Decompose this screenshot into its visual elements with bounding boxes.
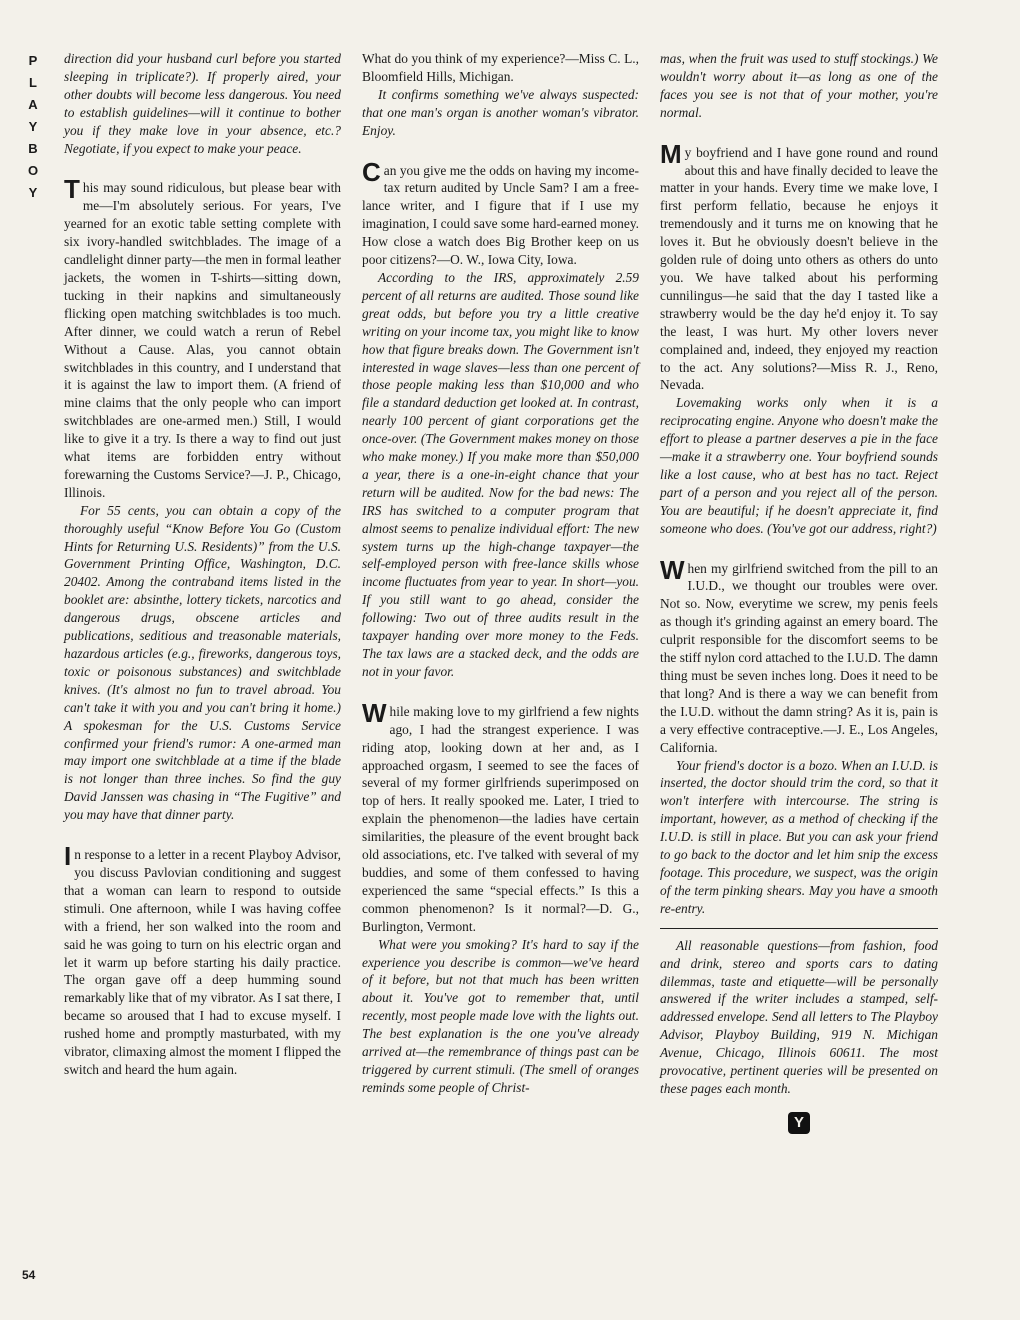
masthead-letter: A (28, 97, 38, 112)
question-paragraph: What do you think of my experience?—Miss C. L., Bloomfield Hills, Michigan. (362, 51, 639, 84)
answer-paragraph: direction did your husband curl before you started sleeping in triplicate?). If properly aired, your other doubts will become less dangerous. You need to establish guidelines—will it continue to bother you if they make love in your absence, etc.? Negotiate, if you expect to make your peace. (64, 51, 341, 156)
answer-paragraph: Your friend's doctor is a bozo. When an I.U.D. is inserted, the doctor should trim the cord, so that it won't interfere with intercourse. The string is important, however, as a method of checking if the I.U.D. is still in place. But you can ask your friend to go back to the doctor and let him snip the excess footage. This procedure, we suspect, was the origin of the term pinking shears. May you have a smooth re-entry. (660, 757, 938, 916)
page-number: 54 (22, 1268, 36, 1282)
end-mark-icon: Y (788, 1112, 810, 1134)
question-text: y boyfriend and I have gone round and round about this and have finally decided to leave the matter in your hands. Every time we make love, I first perform fellatio, because he enjoys it tremendously and it turns me on knowing that he loves it. But he obviously doesn't believe in the golden rule of doing unto others as others do unto you. We have talked about his performing cunnilingus—he said that the day I tasted like a strawberry would be the day he'd enjoy it. To say the least, I was hurt. My other lovers never complained and, indeed, they enjoyed my reaction to the act. Any solutions?—Miss R. J., Reno, Nevada. (660, 144, 938, 393)
masthead-letter: Y (28, 119, 38, 134)
drop-cap: C (362, 156, 381, 187)
divider (660, 928, 938, 929)
column-3 (660, 50, 938, 1134)
question-paragraph (64, 174, 341, 501)
drop-cap: W (362, 697, 387, 728)
playboy-masthead (22, 50, 44, 204)
column-2 (362, 50, 639, 1097)
answer-paragraph: What were you smoking? It's hard to say if the experience you describe is common—we've heard of it before, but not that much has been written about it. You've got to remember that, until recently, most people made love with the lights out. The best explanation is the one you've already arrived at—the remembrance of things past can be triggered by current stimuli. (The smell of oranges reminds some people of Christ- (362, 936, 639, 1095)
question-text: hen my girlfriend switched from the pill to an I.U.D., we thought our troubles were over. Not so. Now, everytime we screw, my penis feels as though it's grinding against an emery board. The culprit responsible for the discomfort seems to be the stiff nylon cord attached to the I.U.D. The damn thing must be seven inches long. Does it need to be that long? And is there a way we can benefit from the I.U.D. without the damn string? As it is, pain is a very effective contraceptive.—J. E., Los Angeles, California. (660, 560, 938, 755)
question-paragraph (362, 156, 639, 269)
question-text: n response to a letter in a recent Playboy Advisor, you discuss Pavlovian conditioning and suggest that a woman can learn to respond to outside stimuli. One afternoon, while I was having coffee with a friend, her son walked into the room and said he was going to turn on his electric organ and let it warm up before starting his daily practice. The organ gave off a deep humming sound remarkably like that of my vibrator. As I sat there, I became so aroused that I had to excuse myself. I rushed home and promptly masturbated, with my vibrator, climaxing almost the moment I flipped the switch and heard the hum again. (64, 847, 341, 1077)
footer-note: All reasonable questions—from fashion, food and drink, stereo and sports cars to dating dilemmas, taste and etiquette—will be personally answered if the writer includes a stamped, self-addressed envelope. Send all letters to The Playboy Advisor, Playboy Building, 919 N. Michigan Avenue, Chicago, Illinois 60611. The most provocative, pertinent queries will be presented on these pages each month. (660, 937, 938, 1096)
masthead-letter: L (29, 75, 37, 90)
question-paragraph (660, 138, 938, 395)
question-paragraph (660, 554, 938, 757)
question-text: his may sound ridiculous, but please bear with me—I'm absolutely serious. For years, I've yearned for an exotic table setting complete with six ivory-handled switchblades. The image of a candlelight dinner party—the men in formal leather jackets, the women in T-shirts—sitting down, tucking in their napkins and simultaneously flicking open matching switchblades is too much. After dinner, we could watch a rerun of Rebel Without a Cause. Alas, you cannot obtain switchblades in this country, and I understand that it is against the law to import them. (A friend of mine claims that the only people who can import switchblades are one-armed men.) Still, I would like to give it a try. Is there a way to find out just what items are forbidden entry without forewarning the Customs Service?—J. P., Chicago, Illinois. (64, 180, 341, 500)
question-text: an you give me the odds on having my income-tax return audited by Uncle Sam? I am a free-lance writer, and I figure that if I use my imagination, I could save some hard-earned money. How close a watch does Big Brother keep on us poor citizens?—O. W., Iowa City, Iowa. (362, 162, 639, 268)
column-1 (64, 50, 341, 1079)
answer-paragraph: It confirms something we've always suspected: that one man's organ is another woman's vibrator. Enjoy. (362, 86, 639, 138)
answer-paragraph: Lovemaking works only when it is a reciprocating engine. Anyone who doesn't make the effort to please a partner deserves a pie in the face—make it a strawberry one. Your boyfriend sounds like a lost cause, who at best has no tact. Reject part of a person and you reject all of the person. You are beautiful; if he doesn't appreciate it, find someone who does. (You've got our address, right?) (660, 395, 938, 536)
masthead-letter: O (27, 163, 39, 178)
question-text: hile making love to my girlfriend a few nights ago, I had the strangest experience. I was riding atop, looking down at her and, as I approached orgasm, I seemed to see the faces of several of my former girlfriends superimposed on top of hers. It really spooked me. Later, I tried to explain the phenomenon—the ladies have certain similarities, the pleasure of the event brought back old associations, etc. I've talked with several of my buddies, and some of them confessed to having experienced the same “special effects.” Is this a common phenomenon? Is it normal?—D. G., Burlington, Vermont. (362, 703, 639, 934)
answer-paragraph: According to the IRS, approximately 2.59 percent of all returns are audited. Those sound like great odds, but before you try a little creative writing on your income tax, you might like to know how that figure breaks down. The Government isn't interested in wage slaves—less than one percent of those people making less than $10,000 and who file a standard deduction get looked at. In contrast, nearly 100 percent of giant corporations get the once-over. (The Government makes money on those who make money.) If you make more than $50,000 a year, there is a one-in-eight chance that your return will be audited. Now for the bad news: The IRS has switched to a computer program that almost seems to penalize individual effort: The new system turns up the high-change taxpayer—the self-employed person with free-lance skills whose income fluctuates from year to year. In short—you. If you still want to go ahead, consider the following: Two out of three audits result in the taxpayer handing over more money to the Feds. The tax laws are a stacked deck, and the odds are not in your favor. (362, 269, 639, 679)
masthead-letter: Y (28, 185, 38, 200)
answer-paragraph: For 55 cents, you can obtain a copy of the thoroughly useful “Know Before You Go (Custom Hints for Returning U.S. Residents)” from the U.S. Government Printing Office, Washington, D.C. 20402. Among the contraband items listed in the booklet are: absinthe, lottery tickets, narcotics and dangerous drugs, obscene articles and publications, seditious and treasonable materials, hazardous articles (e.g., fireworks, dangerous toys, toxic or poisonous substances) and switchblade knives. (It's almost no fun to travel abroad. You can't take it with you and you can't bring it home.) A spokesman for the U.S. Customs Service confirmed your friend's rumor: A one-armed man may import one switchblade at a time if the blade is not longer than three inches. So find the guy David Janssen was chasing in “The Fugitive” and you may have that dinner party. (64, 502, 341, 823)
question-paragraph (64, 841, 341, 1079)
question-paragraph (362, 697, 639, 936)
drop-cap: I (64, 841, 72, 872)
drop-cap: M (660, 138, 682, 169)
masthead-letter: P (28, 53, 38, 68)
masthead-letter: B (28, 141, 38, 156)
drop-cap: W (660, 554, 685, 585)
answer-paragraph: mas, when the fruit was used to stuff stockings.) We wouldn't worry about it—as long as one of the faces you see is not that of your mother, you're normal. (660, 51, 938, 120)
drop-cap: T (64, 174, 80, 205)
